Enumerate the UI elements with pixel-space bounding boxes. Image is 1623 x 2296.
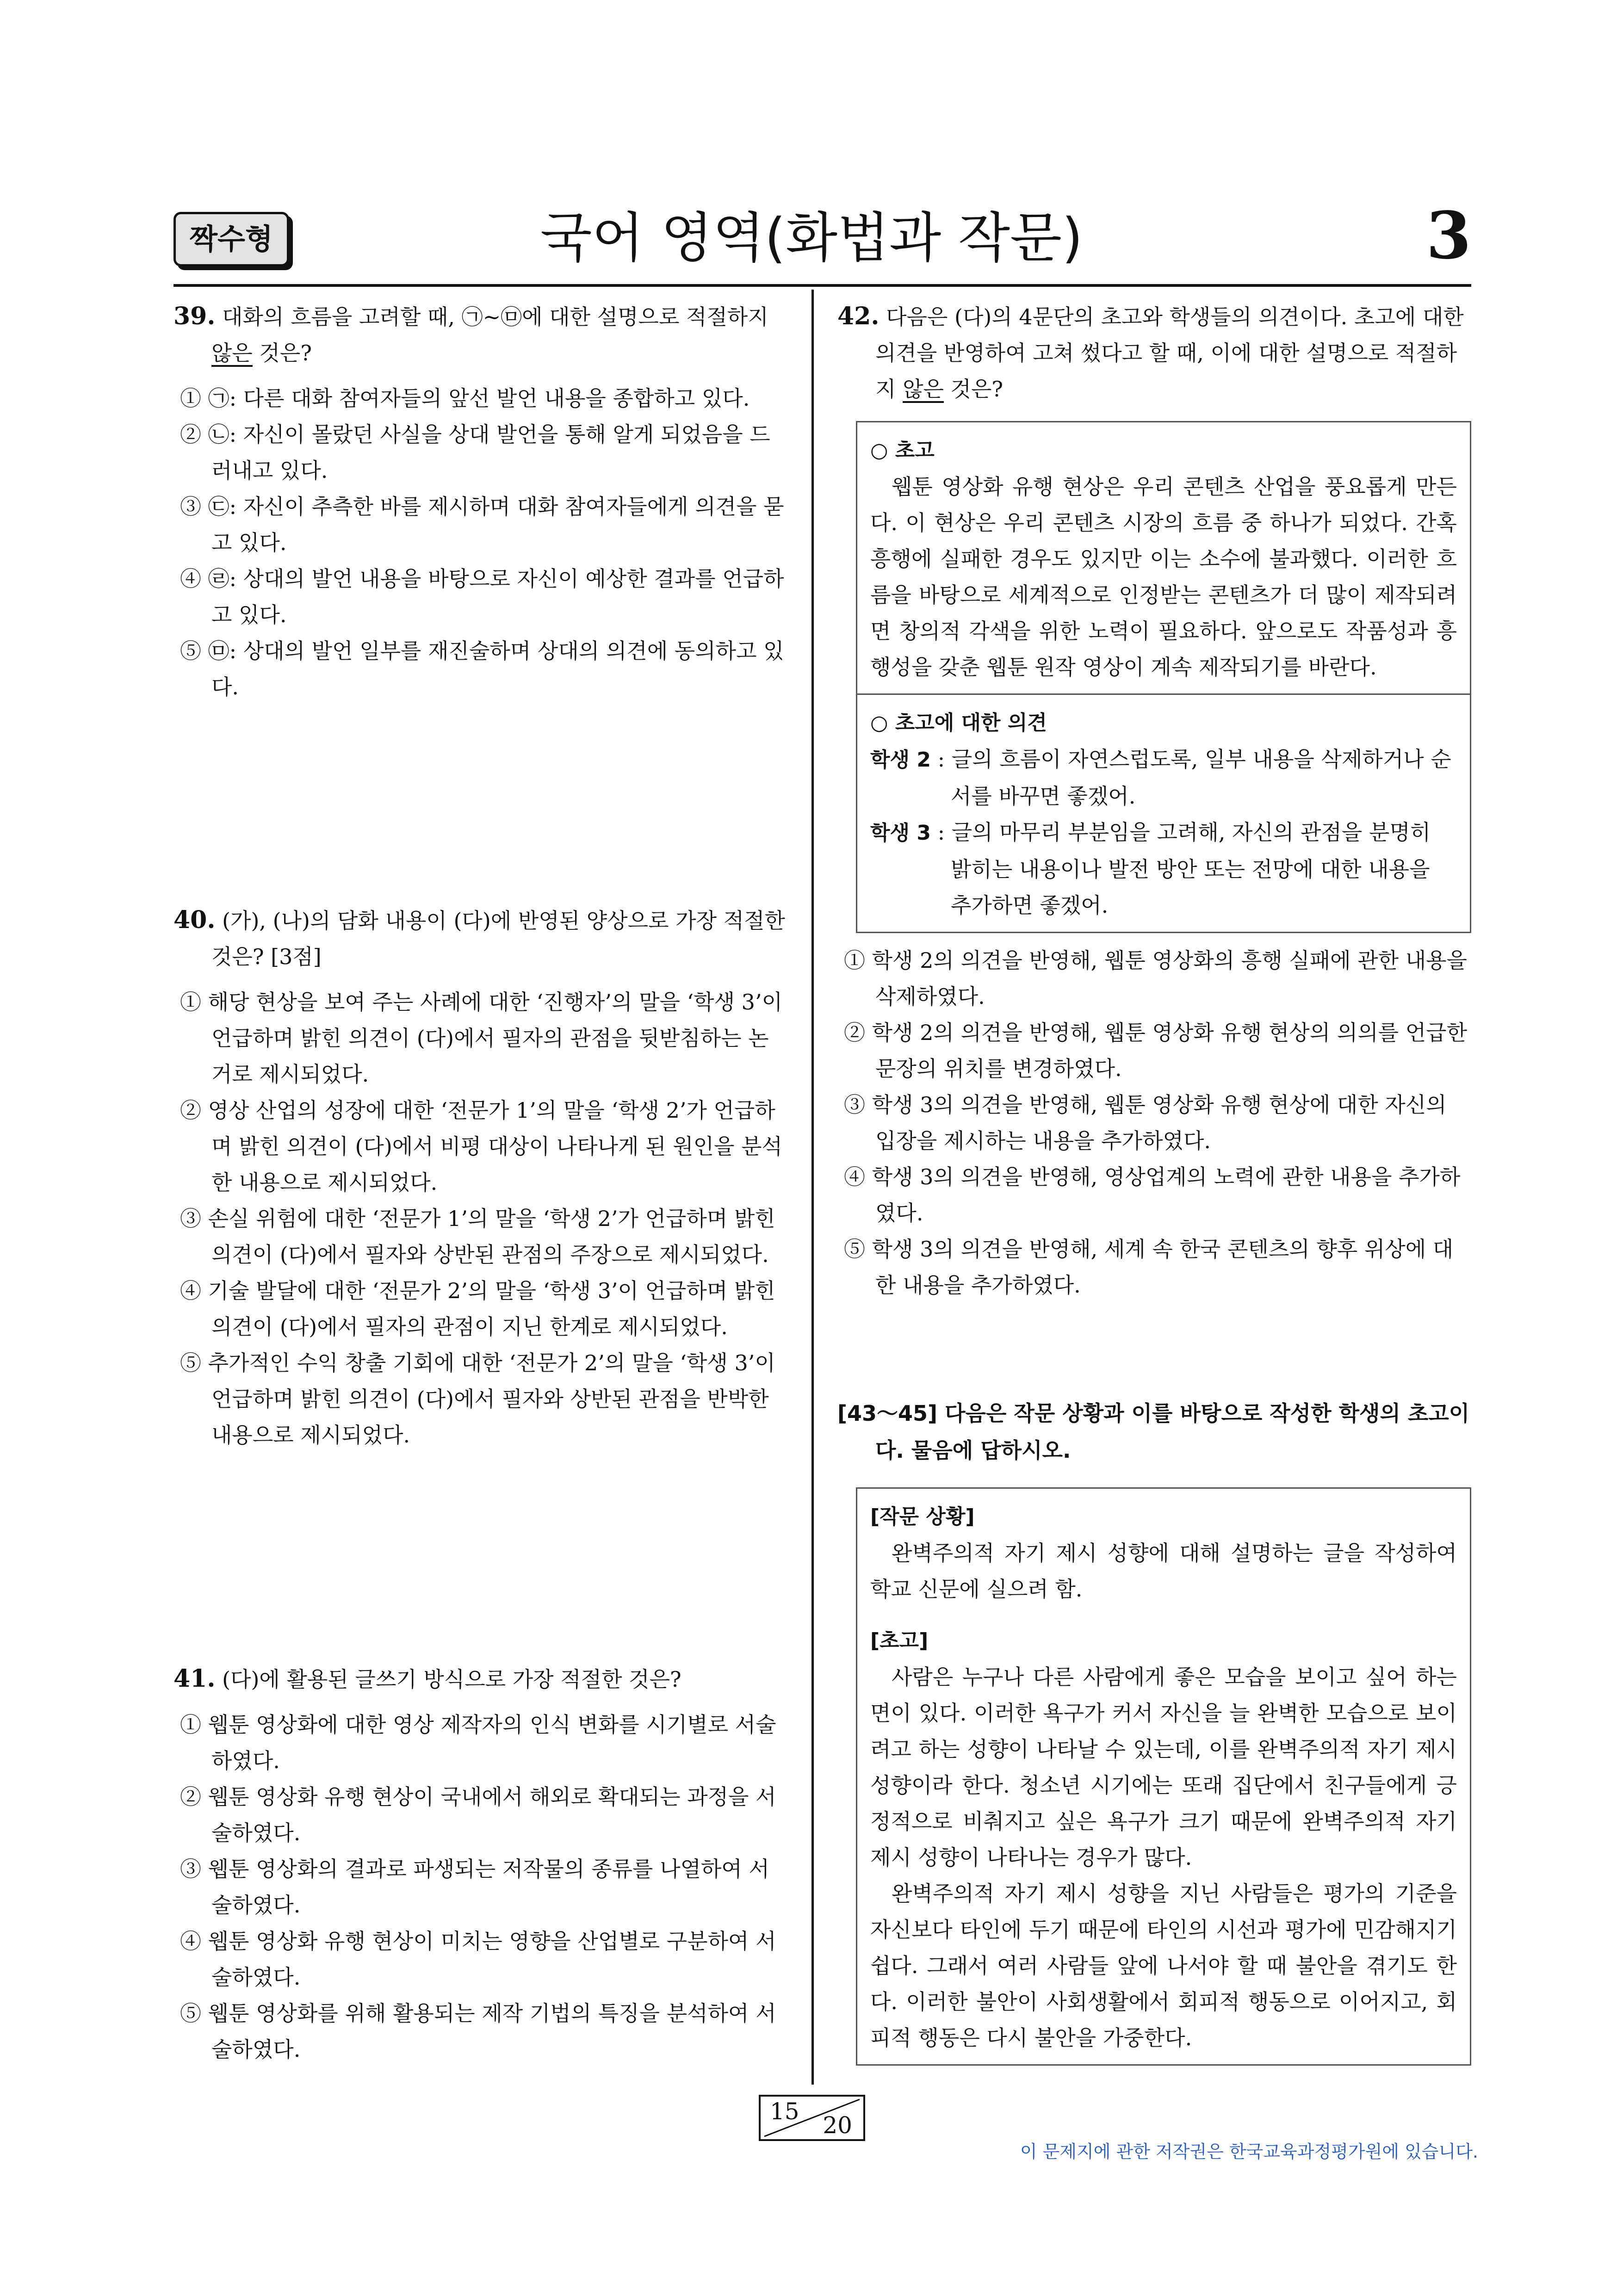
feedback-student: 학생 2 bbox=[870, 748, 931, 772]
question-42-options bbox=[837, 942, 1471, 1303]
situation-heading: [작문 상황] bbox=[870, 1505, 975, 1529]
question-40-option-1[interactable]: ① 해당 현상을 보여 주는 사례에 대한 ‘진행자’의 말을 ‘학생 3’이 언급하며 밝힌 의견이 (다)에서 필자의 관점을 뒷받침하는 논거로 제시되었다. bbox=[180, 990, 783, 1087]
question-40-options bbox=[173, 984, 787, 1453]
feedback-student: 학생 3 bbox=[870, 821, 931, 845]
column-divider bbox=[812, 290, 814, 2085]
exam-type-badge: 짝수형 bbox=[173, 212, 289, 266]
feedback-heading: ○ 초고에 대한 의견 bbox=[870, 711, 1047, 735]
question-42-stem-pre: 다음은 (다)의 4문단의 초고와 학생들의 의견이다. 초고에 대한 의견을 반영하여 고쳐 썼다고 할 때, 이에 대한 설명으로 적절하지 bbox=[875, 304, 1464, 402]
question-40-stem bbox=[173, 902, 787, 975]
page-current: 15 bbox=[770, 2098, 799, 2125]
question-42-option-5[interactable]: ⑤ 학생 3의 의견을 반영해, 세계 속 한국 콘텐츠의 향후 위상에 대한 내용을 추가하였다. bbox=[844, 1237, 1454, 1298]
situation-text: 완벽주의적 자기 제시 성향에 대해 설명하는 글을 작성하여 학교 신문에 실으려 함. bbox=[870, 1541, 1457, 1602]
question-40-option-2[interactable]: ② 영상 산업의 성장에 대한 ‘전문가 1’의 말을 ‘학생 2’가 언급하며 밝힌 의견이 (다)에서 비평 대상이 나타나게 된 원인을 분석한 내용으로 제시되었다. bbox=[180, 1098, 782, 1195]
question-39-stem-post: 것은? bbox=[252, 340, 312, 365]
question-42-option-3[interactable]: ③ 학생 3의 의견을 반영해, 웹툰 영상화 유행 현상에 대한 자신의 입장을 제시하는 내용을 추가하였다. bbox=[844, 1092, 1447, 1153]
question-41-option-3[interactable]: ③ 웹툰 영상화의 결과로 파생되는 저작물의 종류를 나열하여 서술하였다. bbox=[180, 1857, 769, 1918]
question-39 bbox=[173, 298, 787, 705]
question-40-option-5[interactable]: ⑤ 추가적인 수익 창출 기회에 대한 ‘전문가 2’의 말을 ‘학생 3’이 언급하며 밝힌 의견이 (다)에서 필자와 상반된 관점을 반박한 내용으로 제시되었다. bbox=[180, 1350, 775, 1448]
header-rule bbox=[173, 284, 1471, 287]
question-39-number: 39. bbox=[173, 302, 216, 330]
question-40-option-3[interactable]: ③ 손실 위험에 대한 ‘전문가 1’의 말을 ‘학생 2’가 언급하며 밝힌 의견이 (다)에서 필자와 상반된 관점의 주장으로 제시되었다. bbox=[180, 1206, 775, 1267]
question-42-option-1[interactable]: ① 학생 2의 의견을 반영해, 웹툰 영상화의 흥행 실패에 관한 내용을 삭제하였다. bbox=[844, 948, 1468, 1009]
draft-paragraph-1: 사람은 누구나 다른 사람에게 좋은 모습을 보이고 싶어 하는 면이 있다. 이러한 욕구가 커서 자신을 늘 완벽한 모습으로 보이려고 하는 성향이 나타날 수 있는데, 이를 완벽주의적 자기 제시 성향이라 한다. 청소년 시기에는 또래 집단에서 친구들에게 긍정적으로 비춰지고 싶은 욕구가 크기 때문에 완벽주의적 자기 제시 성향이 나타나는 경우가 많다. bbox=[870, 1665, 1457, 1870]
question-42-stem bbox=[837, 298, 1471, 407]
question-40-number: 40. bbox=[173, 906, 216, 934]
feedback-item: 학생 3 : 글의 마무리 부분임을 고려해, 자신의 관점을 분명히 밝히는 내용이나 발전 방안 또는 전망에 대한 내용을 추가하면 좋겠어. bbox=[870, 820, 1431, 918]
question-42-option-4[interactable]: ④ 학생 3의 의견을 반영해, 영상업계의 노력에 관한 내용을 추가하였다. bbox=[844, 1164, 1461, 1225]
question-39-option-2[interactable]: ② ㉡: 자신이 몰랐던 사실을 상대 발언을 통해 알게 되었음을 드러내고 있다. bbox=[180, 422, 770, 483]
question-39-option-4[interactable]: ④ ㉣: 상대의 발언 내용을 바탕으로 자신이 예상한 결과를 언급하고 있다. bbox=[180, 566, 784, 627]
question-39-options bbox=[173, 380, 787, 705]
question-39-stem bbox=[173, 298, 787, 371]
feedback-item: 학생 2 : 글의 흐름이 자연스럽도록, 일부 내용을 삭제하거나 순서를 바꾸면 좋겠어. bbox=[870, 747, 1451, 809]
question-42-negation: 않은 bbox=[903, 377, 944, 402]
question-39-option-3[interactable]: ③ ㉢: 자신이 추측한 바를 제시하며 대화 참여자들에게 의견을 묻고 있다. bbox=[180, 494, 784, 555]
question-42-stem-post: 것은? bbox=[943, 377, 1004, 402]
question-41-options bbox=[173, 1707, 787, 2067]
page-total: 20 bbox=[823, 2112, 852, 2139]
question-39-negation: 않은 bbox=[211, 340, 253, 365]
question-39-option-5[interactable]: ⑤ ㉤: 상대의 발언 일부를 재진술하며 상대의 의견에 동의하고 있다. bbox=[180, 638, 784, 699]
page-title: 국어 영역(화법과 작문) bbox=[540, 207, 1083, 269]
question-40-option-4[interactable]: ④ 기술 발달에 대한 ‘전문가 2’의 말을 ‘학생 3’이 언급하며 밝힌 의견이 (다)에서 필자의 관점이 지닌 한계로 제시되었다. bbox=[180, 1278, 775, 1339]
question-39-stem-pre: 대화의 흐름을 고려할 때, ㉠~㉤에 대한 설명으로 적절하지 bbox=[222, 304, 768, 329]
question-40 bbox=[173, 902, 787, 1453]
question-41-option-2[interactable]: ② 웹툰 영상화 유행 현상이 국내에서 해외로 확대되는 과정을 서술하였다. bbox=[180, 1784, 776, 1845]
feedback-text: 글의 흐름이 자연스럽도록, 일부 내용을 삭제하거나 순서를 바꾸면 좋겠어. bbox=[951, 747, 1451, 809]
draft-paragraph-2: 완벽주의적 자기 제시 성향을 지닌 사람들은 평가의 기준을 자신보다 타인에 두기 때문에 타인의 시선과 평가에 민감해지기 쉽다. 그래서 여러 사람들 앞에 나서야 할 때 불안을 겪기도 한다. 이러한 불안이 사회생활에서 회피적 행동으로 이어지고, 회피적 행동은 다시 불안을 가중한다. bbox=[870, 1881, 1457, 2050]
question-41-number: 41. bbox=[173, 1665, 216, 1693]
question-41-option-5[interactable]: ⑤ 웹툰 영상화를 위해 활용되는 제작 기법의 특징을 분석하여 서술하였다. bbox=[180, 2001, 776, 2062]
question-42-number: 42. bbox=[837, 302, 880, 330]
question-group-43-45 bbox=[837, 1395, 1471, 2066]
question-41-option-4[interactable]: ④ 웹툰 영상화 유행 현상이 미치는 영향을 산업별로 구분하여 서술하였다. bbox=[180, 1929, 776, 1990]
writing-situation-box bbox=[856, 1487, 1471, 2066]
question-42-reference-box bbox=[856, 421, 1471, 933]
question-41-option-1[interactable]: ① 웹툰 영상화에 대한 영상 제작자의 인식 변화를 시기별로 서술하였다. bbox=[180, 1712, 776, 1773]
question-40-stem-text: (가), (나)의 담화 내용이 (다)에 반영된 양상으로 가장 적절한 것은? [3점] bbox=[211, 908, 785, 969]
draft-heading: [초고] bbox=[870, 1629, 929, 1652]
copyright-notice: 이 문제지에 관한 저작권은 한국교육과정평가원에 있습니다. bbox=[1020, 2141, 1478, 2162]
feedback-text: 글의 마무리 부분임을 고려해, 자신의 관점을 분명히 밝히는 내용이나 발전 방안 또는 전망에 대한 내용을 추가하면 좋겠어. bbox=[951, 820, 1431, 918]
question-42-option-2[interactable]: ② 학생 2의 의견을 반영해, 웹툰 영상화 유행 현상의 의의를 언급한 문장의 위치를 변경하였다. bbox=[844, 1020, 1468, 1081]
question-group-title: [43～45] 다음은 작문 상황과 이를 바탕으로 작성한 학생의 초고이다. 물음에 답하시오. bbox=[837, 1401, 1470, 1463]
question-39-option-1[interactable]: ① ㉠: 다른 대화 참여자들의 앞선 발언 내용을 종합하고 있다. bbox=[180, 386, 750, 411]
question-42 bbox=[837, 298, 1471, 1303]
question-41-stem bbox=[173, 1661, 787, 1697]
page-counter bbox=[759, 2095, 865, 2141]
draft-section bbox=[857, 422, 1470, 693]
question-41-stem-text: (다)에 활용된 글쓰기 방식으로 가장 적절한 것은? bbox=[222, 1667, 681, 1692]
feedback-section bbox=[857, 693, 1470, 932]
header-page-number: 3 bbox=[1426, 198, 1471, 274]
draft-text: 웹툰 영상화 유행 현상은 우리 콘텐츠 산업을 풍요롭게 만든다. 이 현상은 우리 콘텐츠 시장의 흐름 중 하나가 되었다. 간혹 흥행에 실패한 경우도 있지만 이는 소수에 불과했다. 이러한 흐름을 바탕으로 세계적으로 인정받는 콘텐츠가 더 많이 제작되려면 창의적 각색을 위한 노력이 필요하다. 앞으로도 작품성과 흥행성을 갖춘 웹툰 원작 영상이 계속 제작되기를 바란다. bbox=[870, 474, 1457, 680]
situation-and-draft bbox=[857, 1489, 1470, 2064]
question-41 bbox=[173, 1661, 787, 2067]
draft-heading: ○ 초고 bbox=[870, 439, 935, 462]
